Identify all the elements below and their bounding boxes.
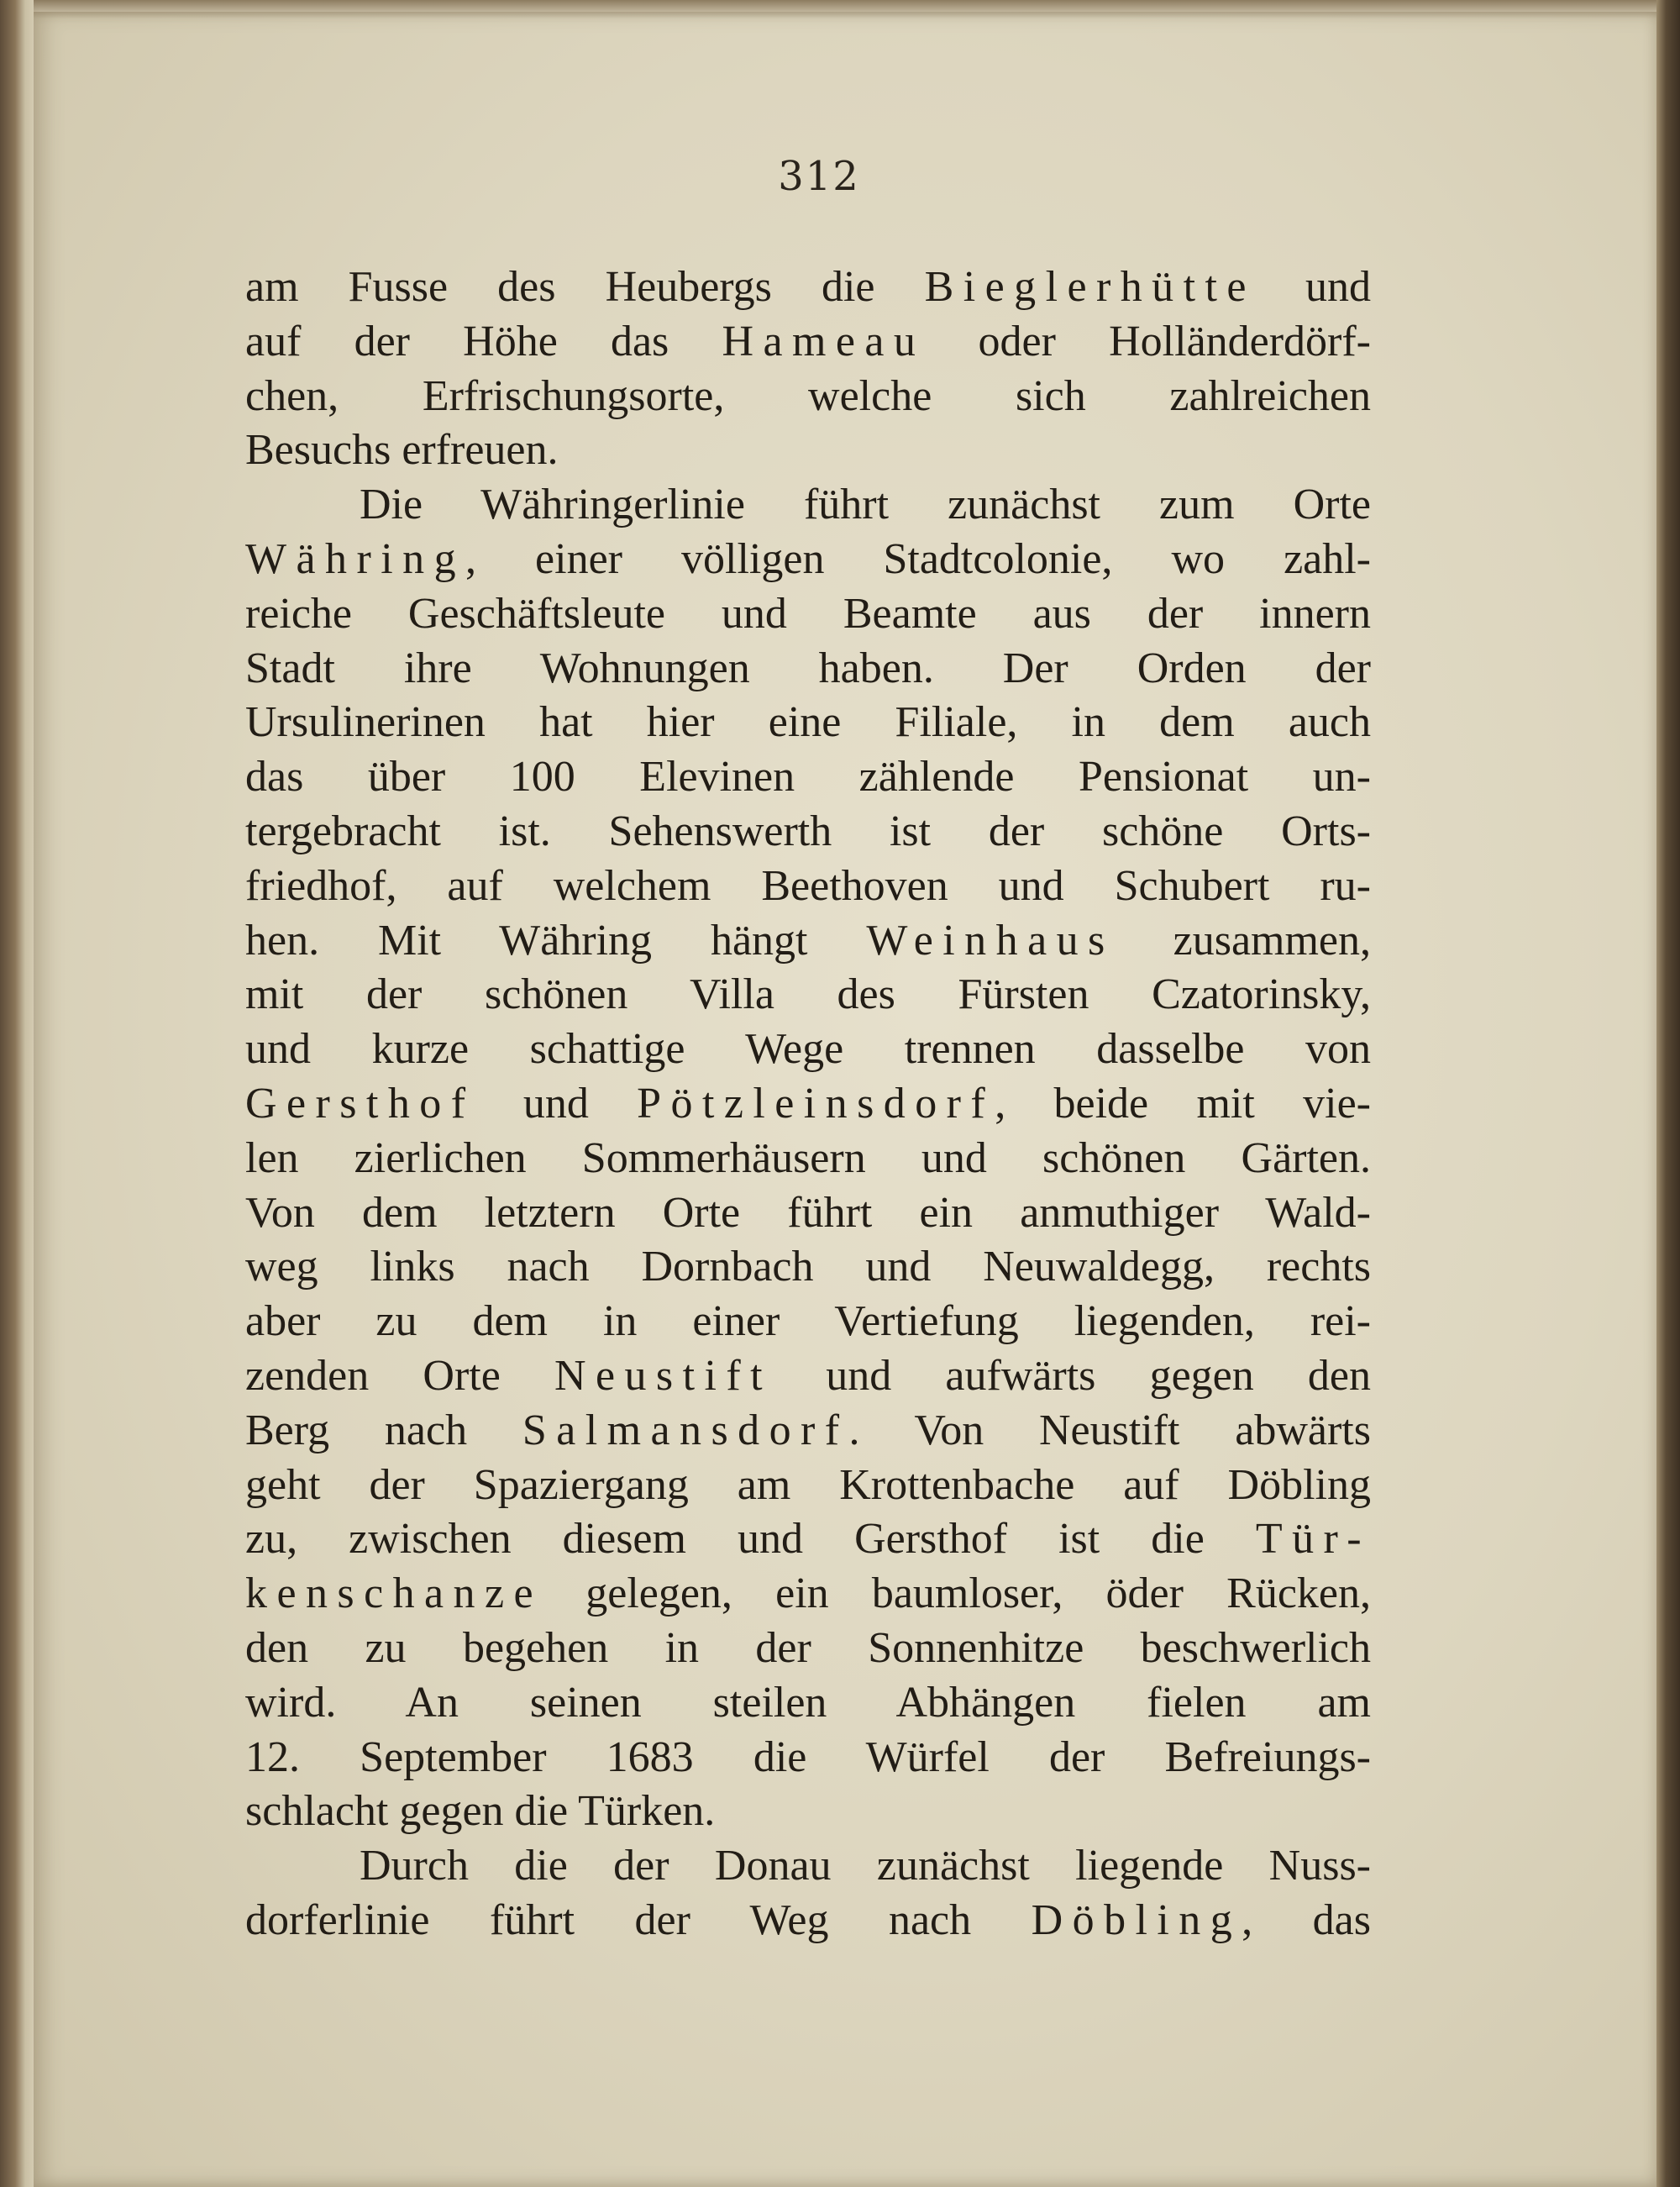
text-line xyxy=(245,1567,1371,1622)
spaced-emphasis: Bieglerhütte xyxy=(924,263,1256,311)
text-line xyxy=(245,1404,1371,1459)
text-segment: Durch die der Donau zunächst liegende Nuss- xyxy=(360,1842,1371,1890)
spaced-emphasis: Döbling xyxy=(1031,1895,1242,1944)
text-segment: Ursulinerinen hat hier eine Filiale, in dem auch xyxy=(245,698,1371,747)
text-line xyxy=(245,423,1371,478)
text-line xyxy=(245,260,1371,315)
text-line xyxy=(245,750,1371,805)
text-segment: zenden Orte xyxy=(245,1351,554,1400)
text-segment: das über 100 Elevinen zählende Pensionat un- xyxy=(245,753,1371,802)
text-line xyxy=(245,533,1371,587)
text-line xyxy=(245,1077,1371,1132)
spaced-emphasis: Tür- xyxy=(1255,1515,1371,1564)
text-segment: 12. September 1683 die Würfel der Befreiungs- xyxy=(245,1732,1371,1781)
text-segment: Von dem letztern Orte führt ein anmuthiger Wald- xyxy=(245,1188,1371,1237)
page-number: 312 xyxy=(778,153,860,200)
text-line xyxy=(245,1894,1371,1948)
text-segment: oder Holländerdörf- xyxy=(925,317,1371,365)
text-segment: Stadt ihre Wohnungen haben. Der Orden der xyxy=(245,644,1371,692)
text-segment: weg links nach Dornbach und Neuwaldegg, rechts xyxy=(245,1243,1371,1291)
text-segment: Berg nach xyxy=(245,1406,522,1454)
text-line xyxy=(245,1349,1371,1404)
text-segment: auf der Höhe das xyxy=(245,317,722,365)
text-segment: und xyxy=(475,1079,638,1128)
text-segment: und xyxy=(1255,263,1372,311)
text-segment: . Von Neustift abwärts xyxy=(848,1406,1371,1454)
text-segment: , das xyxy=(1242,1895,1371,1944)
text-line xyxy=(245,696,1371,750)
text-line xyxy=(245,1785,1371,1839)
spaced-emphasis: Neustift xyxy=(554,1351,773,1400)
spaced-emphasis: kenschanze xyxy=(245,1569,543,1618)
text-segment: am Fusse des Heubergs die xyxy=(245,263,925,311)
text-line xyxy=(245,1839,1371,1894)
text-segment: chen, Erfrischungsorte, welche sich zahlreichen xyxy=(245,371,1371,420)
text-line xyxy=(245,860,1371,914)
text-line xyxy=(245,1731,1371,1785)
page-top-shadow xyxy=(34,0,1659,18)
text-line xyxy=(245,642,1371,697)
text-segment: hen. Mit Währing hängt xyxy=(245,916,867,965)
text-line xyxy=(245,805,1371,860)
page-edge-right xyxy=(1656,0,1680,2187)
spaced-emphasis: Gersthof xyxy=(245,1079,475,1128)
text-line xyxy=(245,478,1371,533)
text-segment: , beide mit vie- xyxy=(995,1079,1372,1128)
text-line xyxy=(245,370,1371,424)
text-line xyxy=(245,968,1371,1023)
text-segment: wird. An seinen steilen Abhängen fielen am xyxy=(245,1678,1371,1727)
text-segment: und aufwärts gegen den xyxy=(772,1351,1371,1400)
text-line xyxy=(245,1295,1371,1349)
text-segment: dorferlinie führt der Weg nach xyxy=(245,1895,1032,1944)
text-segment: zusammen, xyxy=(1114,916,1371,965)
text-segment: tergebracht ist. Sehenswerth ist der schöne Orts- xyxy=(245,807,1371,855)
spaced-emphasis: Weinhaus xyxy=(866,916,1115,965)
text-line xyxy=(245,315,1371,370)
text-segment: Die Währingerlinie führt zunächst zum Orte xyxy=(360,481,1371,529)
text-segment: , einer völligen Stadtcolonie, wo zahl- xyxy=(465,534,1371,583)
text-segment: reiche Geschäftsleute und Beamte aus der innern xyxy=(245,589,1371,638)
spaced-emphasis: Hameau xyxy=(722,317,926,365)
text-segment: Besuchs erfreuen. xyxy=(245,426,559,475)
text-segment: zu, zwischen diesem und Gersthof ist die xyxy=(245,1515,1256,1564)
text-segment: und kurze schattige Wege trennen dasselbe von xyxy=(245,1025,1371,1074)
text-segment: geht der Spaziergang am Krottenbache auf Döbling xyxy=(245,1460,1371,1509)
text-segment: len zierlichen Sommerhäusern und schönen Gärten. xyxy=(245,1133,1371,1182)
text-line xyxy=(245,1240,1371,1295)
text-line xyxy=(245,1023,1371,1077)
text-segment: den zu begehen in der Sonnenhitze beschwerlich xyxy=(245,1623,1371,1672)
text-line xyxy=(245,914,1371,969)
text-line xyxy=(245,1512,1371,1567)
spaced-emphasis: Salmansdorf xyxy=(522,1406,849,1454)
spaced-emphasis: Währing xyxy=(245,534,466,583)
spaced-emphasis: Pötzleinsdorf xyxy=(637,1079,995,1128)
text-segment: schlacht gegen die Türken. xyxy=(245,1787,716,1836)
text-line xyxy=(245,587,1371,642)
text-line xyxy=(245,1459,1371,1513)
text-segment: mit der schönen Villa des Fürsten Czatorinsky, xyxy=(245,970,1371,1019)
body-text xyxy=(245,260,1371,1948)
text-segment: gelegen, ein baumloser, öder Rücken, xyxy=(543,1569,1371,1618)
text-line xyxy=(245,1676,1371,1731)
text-segment: friedhof, auf welchem Beethoven und Schubert ru- xyxy=(245,861,1371,910)
text-segment: aber zu dem in einer Vertiefung liegenden, rei- xyxy=(245,1297,1371,1346)
text-line xyxy=(245,1132,1371,1186)
text-line xyxy=(245,1622,1371,1676)
text-line xyxy=(245,1186,1371,1241)
